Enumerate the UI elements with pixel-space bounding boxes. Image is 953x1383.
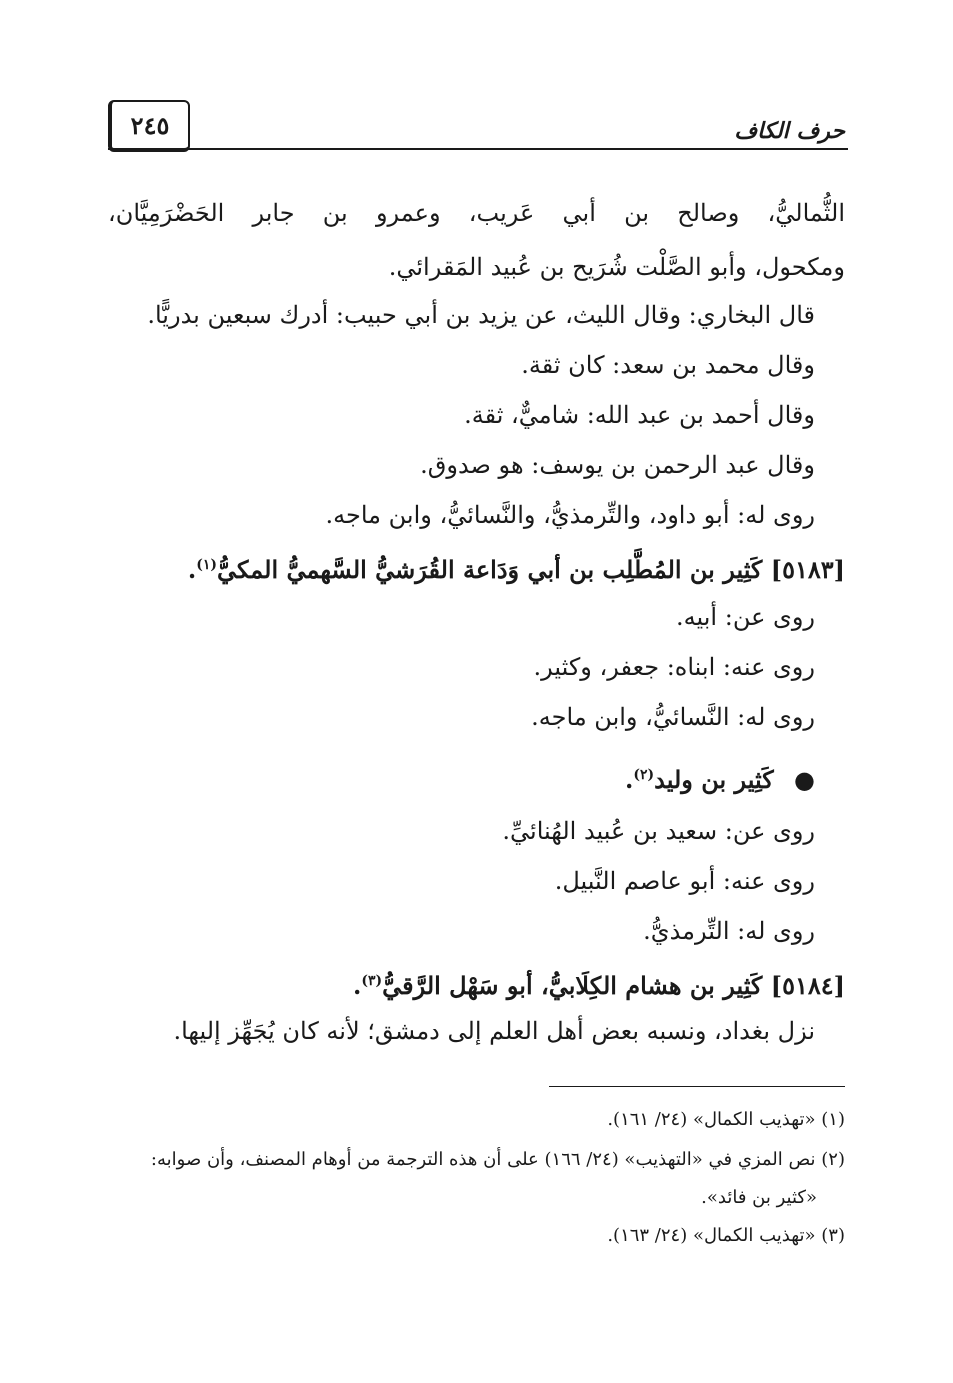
entry-line: نزل بغداد، ونسبه بعض أهل العلم إلى دمشق؛ لأنه كان يُجَهِّز إليها.	[173, 1017, 815, 1045]
footnote: (٢) نص المزي في «التهذيب» (٢٤/ ١٦٦) على أن هذه الترجمة من أوهام المصنف، وأن صوابه:	[150, 1149, 845, 1170]
body-line: قال البخاري: وقال الليث، عن يزيد بن أبي حبيب: أدرك سبعين بدريًّا.	[147, 301, 815, 329]
footnote-ref: (٣)	[361, 973, 383, 989]
page-number-box	[108, 100, 190, 152]
body-line: ومكحول، وأبو الصَّلْت شُرَيح بن عُبيد المَقرائي.	[388, 253, 845, 281]
body-line: وقال عبد الرحمن بن يوسف: هو صدوق.	[420, 451, 815, 479]
footnote-continuation: «كثير بن فائد».	[701, 1187, 817, 1208]
entry-end: .	[624, 765, 634, 794]
entry-name: كَثِير بن هشام الكِلَابيُّ، أبو سَهْل الرَّقيُّ	[382, 971, 763, 1000]
entry-heading-5183	[108, 548, 845, 587]
entry-number: [٥١٨٣]	[770, 555, 845, 584]
entry-line: روى له: النَّسائيُّ، وابن ماجه.	[531, 703, 815, 731]
footnote-rule	[549, 1086, 845, 1087]
entry-line: روى عن: سعيد بن عُبيد الهُنائيِّ.	[502, 817, 815, 845]
entry-heading-bullet	[108, 758, 815, 797]
entry-number: [٥١٨٤]	[770, 971, 845, 1000]
entry-line: روى عنه: ابناه: جعفر، وكثير.	[533, 653, 815, 681]
body-line: الثُّماليُّ، وصالح بن أبي عَريب، وعمرو بن جابر الحَضْرَمِيَّان،	[108, 199, 845, 227]
page-number: ٢٤٥	[130, 110, 170, 140]
entry-end: .	[352, 971, 362, 1000]
body-line: وقال أحمد بن عبد الله: شاميٌّ، ثقة.	[464, 401, 815, 429]
body-line: وقال محمد بن سعد: كان ثقة.	[521, 351, 815, 379]
entry-heading-5184	[108, 964, 845, 1003]
header-rule	[108, 148, 848, 150]
entry-line: روى عن: أبيه.	[676, 603, 815, 631]
footnote-ref: (٢)	[633, 767, 655, 783]
footnote-ref: (١)	[196, 557, 217, 573]
body-line: روى له: أبو داود، والتِّرمذيُّ، والنَّسائيُّ، وابن ماجه.	[325, 501, 815, 529]
footnote: (٣) «تهذيب الكمال» (٢٤/ ١٦٣).	[607, 1225, 845, 1246]
entry-name: كَثِير بن المُطَّلِب بن أبي وَدَاعة القُرَشيُّ السَّهميُّ المكيُّ	[217, 555, 763, 584]
entry-name: كَثِير بن وليد	[654, 765, 774, 794]
entry-line: روى عنه: أبو عاصم النَّبيل.	[554, 867, 815, 895]
footnote: (١) «تهذيب الكمال» (٢٤/ ١٦١).	[607, 1109, 845, 1130]
entry-end: .	[187, 555, 197, 584]
running-head: حرف الكاف	[734, 118, 845, 144]
entry-line: روى له: التِّرمذيُّ.	[643, 917, 815, 945]
bullet-icon: ●	[794, 765, 815, 794]
